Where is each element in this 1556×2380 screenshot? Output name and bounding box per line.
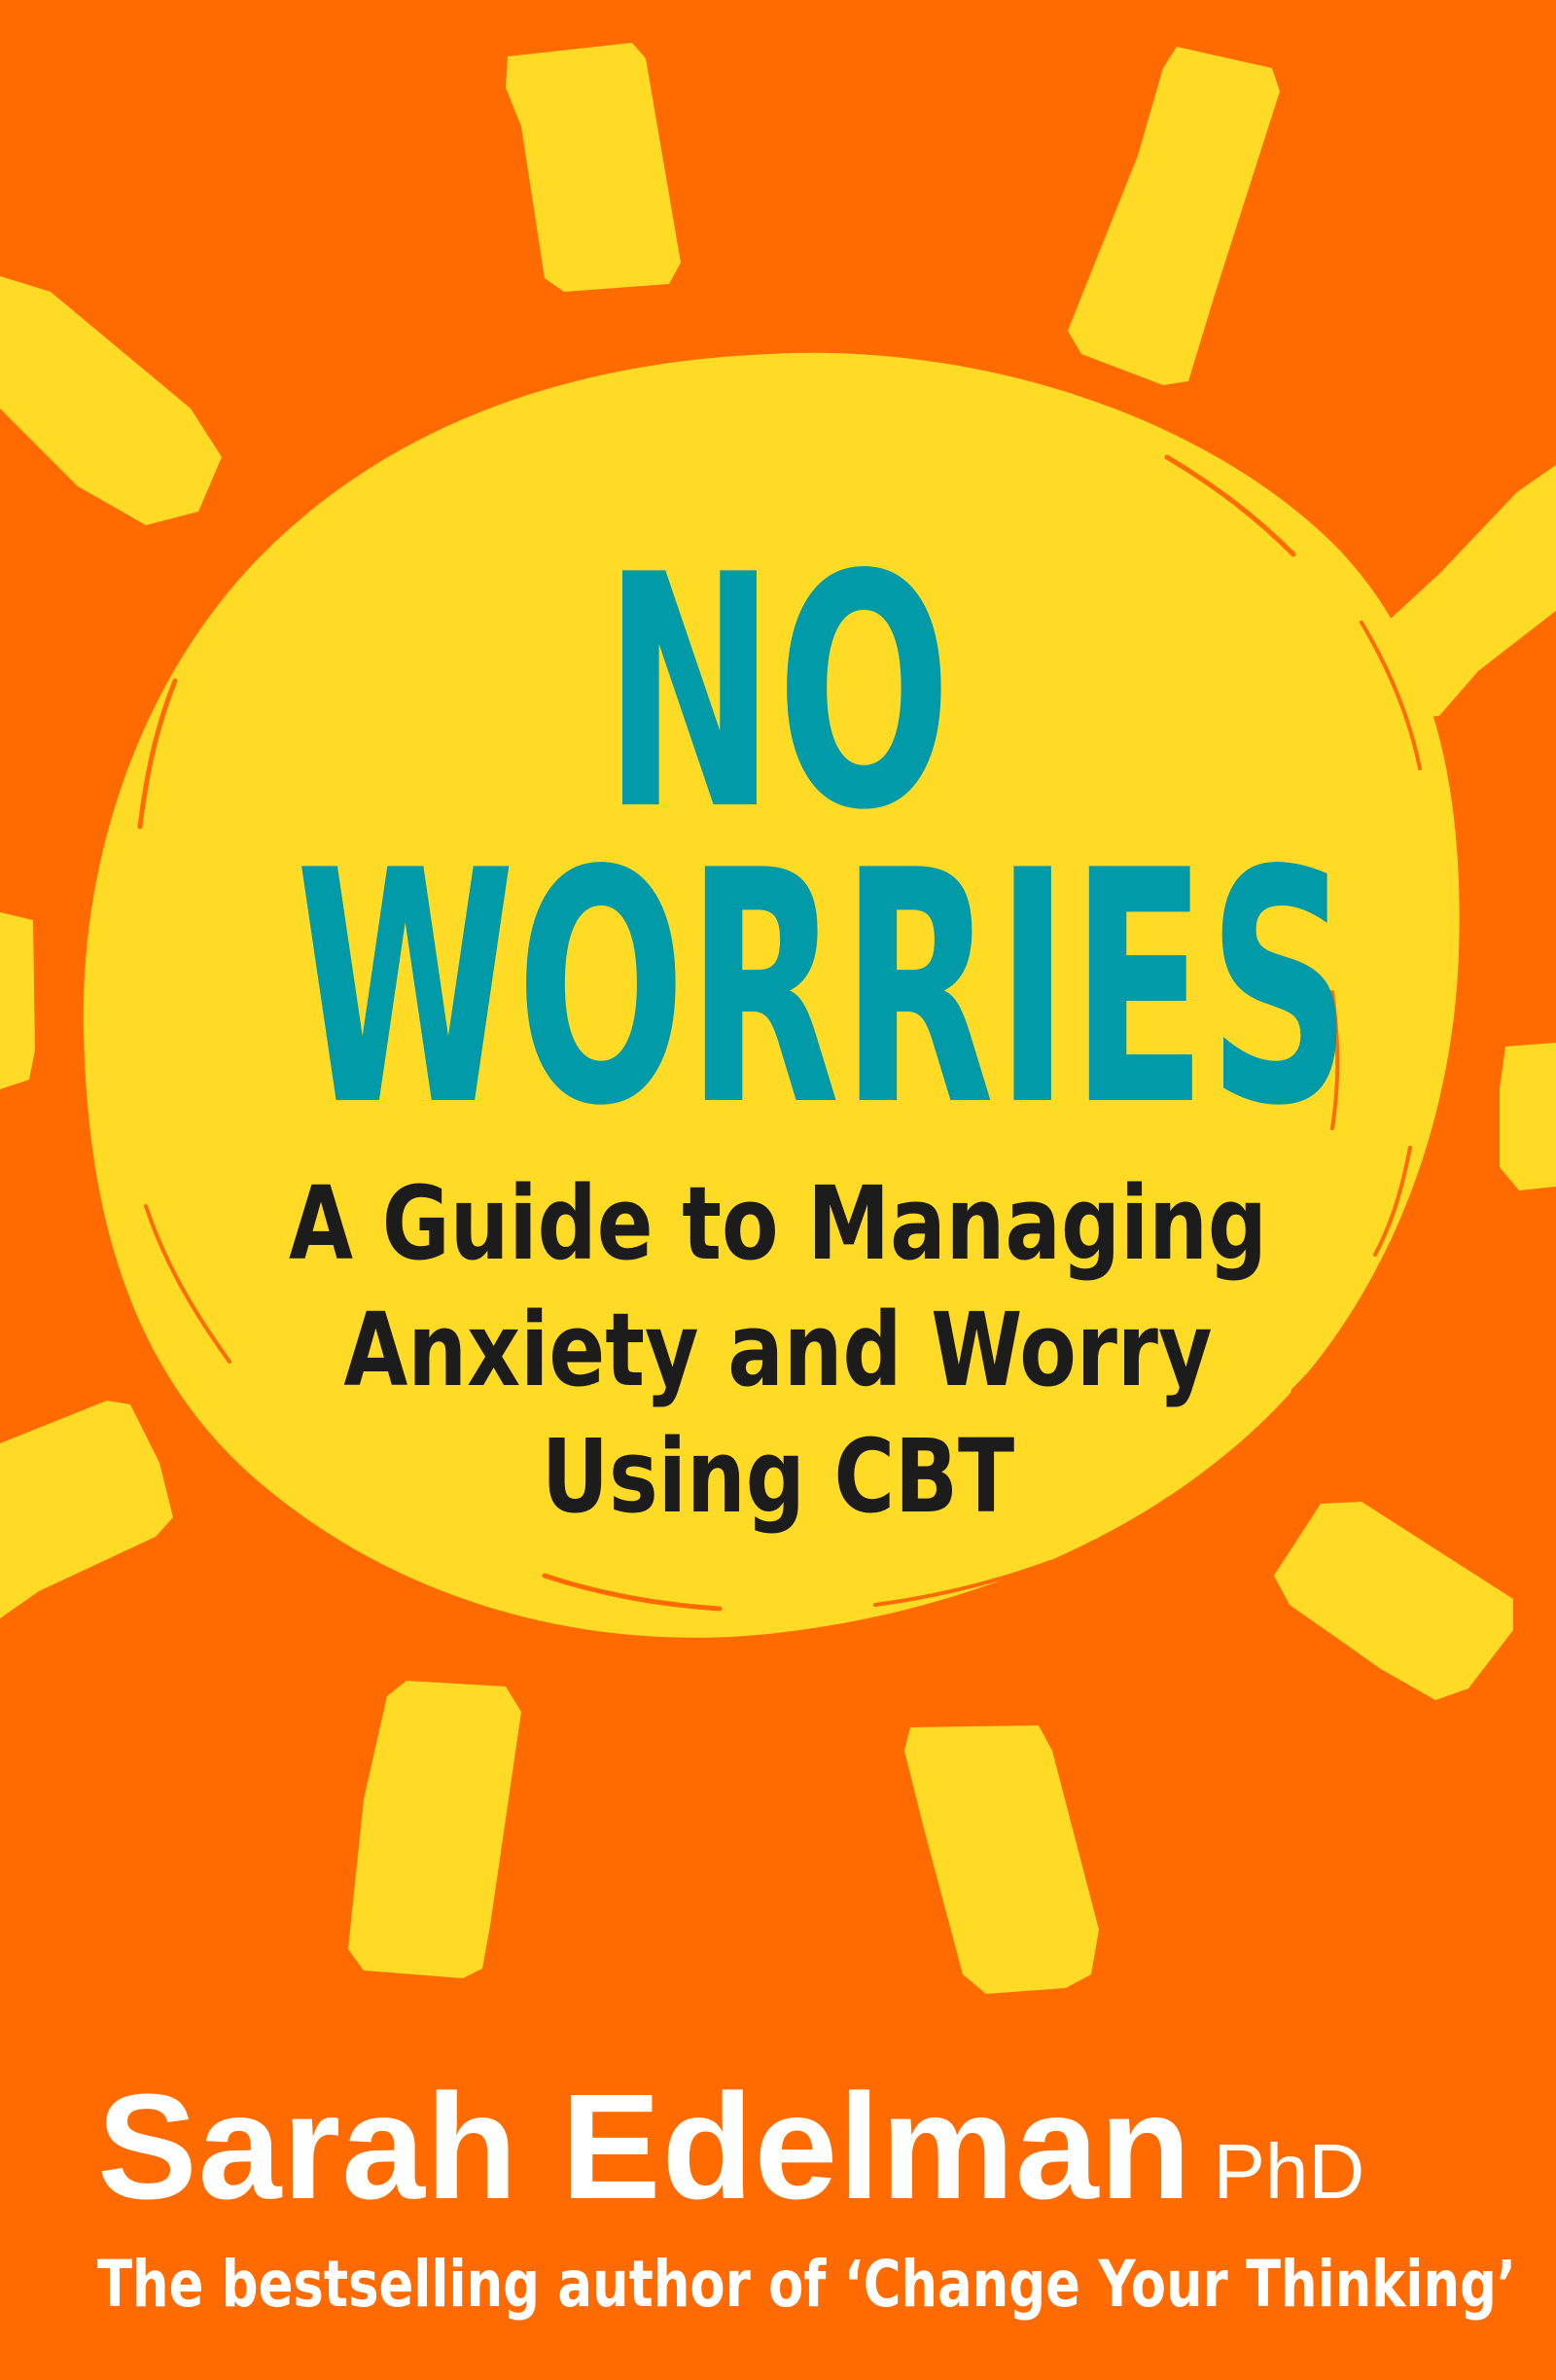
author-tagline: The bestselling author of ‘Change Your Thinking’ bbox=[97, 2247, 1516, 2322]
author-credential: PhD bbox=[1213, 2128, 1365, 2215]
subtitle-line-1: A Guide to Managing bbox=[289, 1164, 1267, 1283]
sun-ray-icon bbox=[1500, 1043, 1556, 1190]
title-line-2: WORRIES bbox=[296, 802, 1353, 1176]
sun-ray-icon bbox=[0, 912, 35, 1089]
author-name: Sarah Edelman bbox=[97, 2063, 1192, 2230]
title-line-1: NO bbox=[603, 507, 953, 880]
subtitle-line-2: Anxiety and Worry bbox=[343, 1291, 1213, 1409]
author-byline bbox=[97, 2063, 1365, 2230]
subtitle-line-3: Using CBT bbox=[541, 1417, 1015, 1536]
